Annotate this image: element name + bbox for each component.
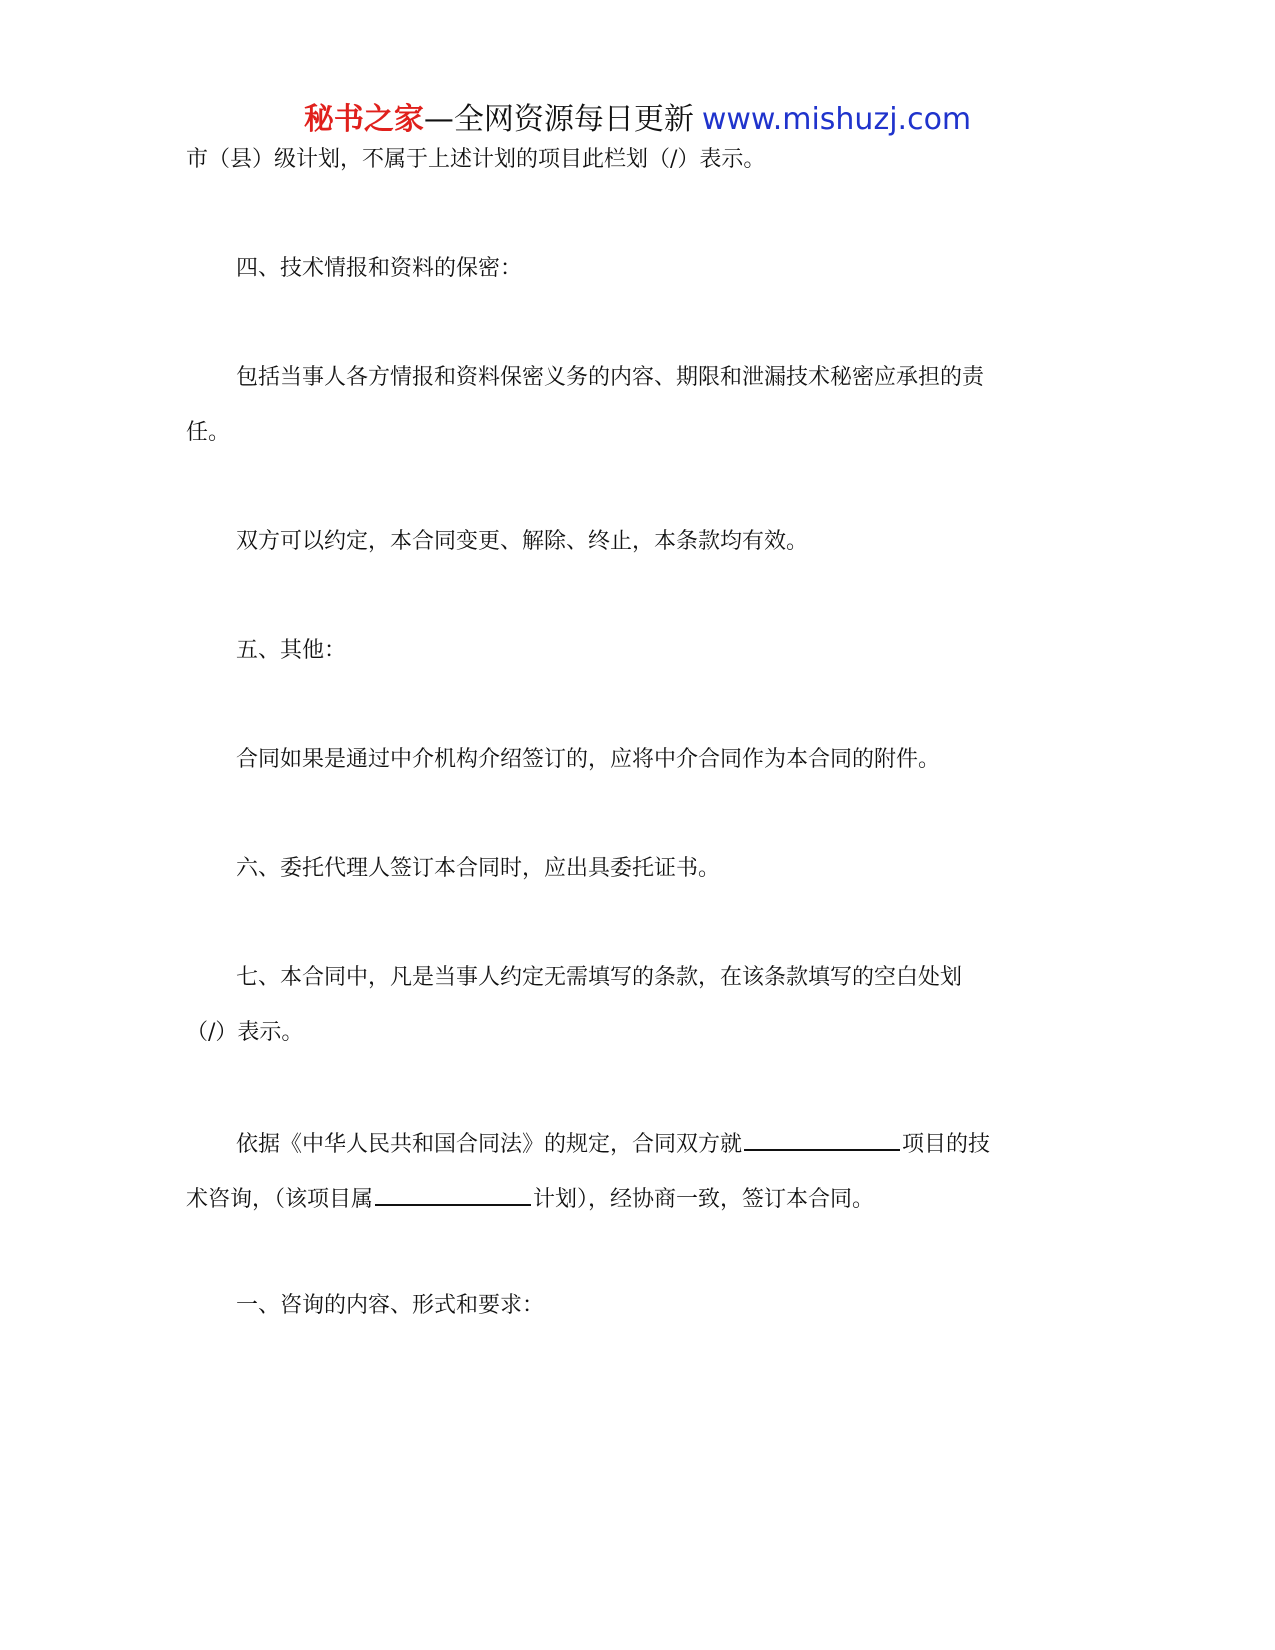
basis-line-1 bbox=[236, 1127, 1136, 1160]
basis-text: 项目的技 bbox=[902, 1132, 991, 1157]
basis-text: 术咨询，（该项目属 bbox=[186, 1187, 374, 1212]
basis-text: 计划），经协商一致，签订本合同。 bbox=[533, 1187, 875, 1212]
paragraph-line: （/）表示。 bbox=[186, 1020, 304, 1045]
section-7-line: 七、本合同中，凡是当事人约定无需填写的条款，在该条款填写的空白处划 bbox=[236, 965, 963, 990]
section-6-line: 六、委托代理人签订本合同时，应出具委托证书。 bbox=[236, 856, 721, 881]
plan-type-blank[interactable] bbox=[375, 1182, 531, 1206]
paragraph-line: 市（县）级计划，不属于上述计划的项目此栏划（/）表示。 bbox=[186, 147, 766, 172]
basis-text: 依据《中华人民共和国合同法》的规定，合同双方就 bbox=[236, 1132, 743, 1157]
section-4-heading: 四、技术情报和资料的保密： bbox=[236, 256, 523, 281]
paragraph-line: 双方可以约定，本合同变更、解除、终止，本条款均有效。 bbox=[236, 529, 809, 554]
project-name-blank[interactable] bbox=[744, 1127, 900, 1151]
basis-line-2 bbox=[186, 1182, 1086, 1215]
site-url: www.mishuzj.com bbox=[701, 102, 972, 137]
section-1-heading: 一、咨询的内容、形式和要求： bbox=[236, 1293, 545, 1318]
site-watermark-header bbox=[0, 100, 1275, 140]
header-tagline: —全网资源每日更新 bbox=[423, 102, 694, 137]
section-5-heading: 五、其他： bbox=[236, 638, 347, 663]
brand-name: 秘书之家 bbox=[303, 102, 424, 137]
paragraph-line: 任。 bbox=[186, 420, 231, 445]
paragraph-line: 合同如果是通过中介机构介绍签订的，应将中介合同作为本合同的附件。 bbox=[236, 747, 941, 772]
paragraph-line: 包括当事人各方情报和资料保密义务的内容、期限和泄漏技术秘密应承担的责 bbox=[236, 365, 985, 390]
